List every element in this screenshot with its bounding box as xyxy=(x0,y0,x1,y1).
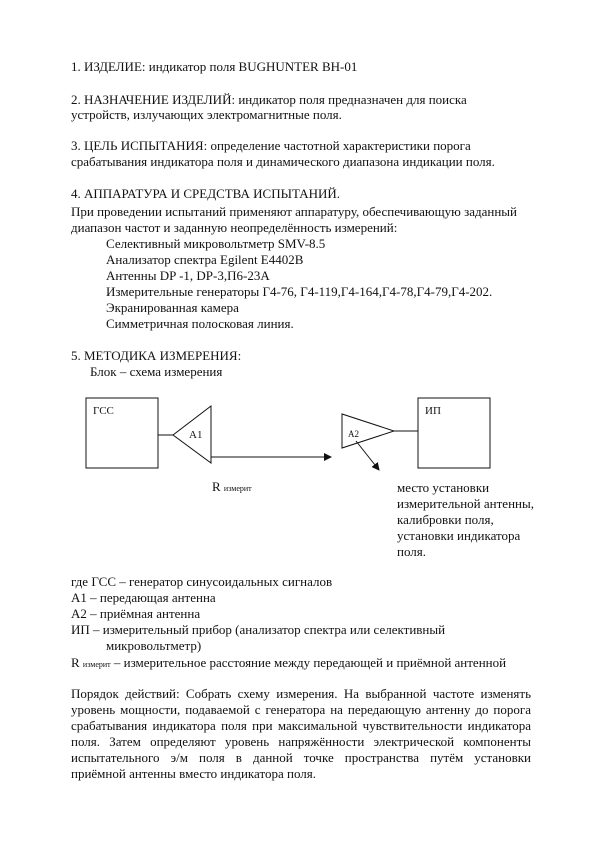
legend-a2: А2 – приёмная антенна xyxy=(71,606,201,621)
equipment-item: Анализатор спектра Egilent E4402B xyxy=(106,252,304,267)
section-2-line-2: устройств, излучающих электромагнитные поля. xyxy=(71,107,342,122)
location-note-line: установки индикатора xyxy=(397,528,521,543)
legend-ip-line-2: микровольтметр) xyxy=(106,638,202,653)
ip-label: ИП xyxy=(425,405,441,417)
gss-label: ГСС xyxy=(93,405,114,417)
procedure-line: испытательного э/м поля в данной точке пространства путём установки xyxy=(71,750,531,765)
legend-r: R измерит – измерительное расстояние между передающей и приёмной антенной xyxy=(71,655,507,670)
section-4-line-2: диапазон частот и заданную неопределённость измерений: xyxy=(71,220,398,235)
section-5-heading: 5. МЕТОДИКА ИЗМЕРЕНИЯ: xyxy=(71,348,242,363)
location-note-line: место установки xyxy=(397,480,490,495)
section-3-line-1: 3. ЦЕЛЬ ИСПЫТАНИЯ: определение частотной характеристики порога xyxy=(71,138,471,153)
procedure-line: Порядок действий: Собрать схему измерения. На выбранной частоте изменять xyxy=(71,686,531,701)
section-5-subheading: Блок – схема измерения xyxy=(90,364,223,379)
section-1: 1. ИЗДЕЛИЕ: индикатор поля BUGHUNTER BH-01 xyxy=(71,59,358,74)
location-note-line: поля. xyxy=(397,544,427,559)
legend-ip-line-1: ИП – измерительный прибор (анализатор спектра или селективный xyxy=(71,622,446,637)
section-3-line-2: срабатывания индикатора поля и динамического диапазона индикации поля. xyxy=(71,154,495,169)
a1-label: А1 xyxy=(189,429,203,441)
procedure-line-last: приёмной антенны вместо индикатора поля. xyxy=(71,766,316,781)
legend-a1: А1 – передающая антенна xyxy=(71,590,216,605)
equipment-item: Антенны DP -1, DP-3,П6-23А xyxy=(106,268,270,283)
section-4-line-1: При проведении испытаний применяют аппаратуру, обеспечивающую заданный xyxy=(71,204,517,219)
equipment-item: Селективный микровольтметр SMV-8.5 xyxy=(106,236,326,251)
location-note-line: измерительной антенны, xyxy=(397,496,534,511)
equipment-item: Измерительные генераторы Г4-76, Г4-119,Г4-164,Г4-78,Г4-79,Г4-202. xyxy=(106,284,493,299)
procedure-line: уровень мощности, подаваемой с генератора на передающую антенну до порога xyxy=(71,702,531,717)
location-note-line: калибровки поля, xyxy=(397,512,494,527)
procedure-line: поля. Затем определяют уровень напряжённости электрической компоненты xyxy=(71,734,531,749)
section-2-line-1: 2. НАЗНАЧЕНИЕ ИЗДЕЛИЙ: индикатор поля предназначен для поиска xyxy=(71,92,467,107)
equipment-item: Симметричная полосковая линия. xyxy=(106,316,294,331)
location-pointer-arrow xyxy=(356,441,379,470)
section-4-heading: 4. АППАРАТУРА И СРЕДСТВА ИСПЫТАНИЙ. xyxy=(71,186,341,201)
procedure-line: срабатывания индикатора поля при максимальной чувствительности индикатора xyxy=(71,718,531,733)
distance-label: R измерит xyxy=(212,479,252,494)
a2-label: А2 xyxy=(348,429,359,439)
legend-gss: где ГСС – генератор синусоидальных сигналов xyxy=(71,574,333,589)
equipment-item: Экранированная камера xyxy=(106,300,239,315)
